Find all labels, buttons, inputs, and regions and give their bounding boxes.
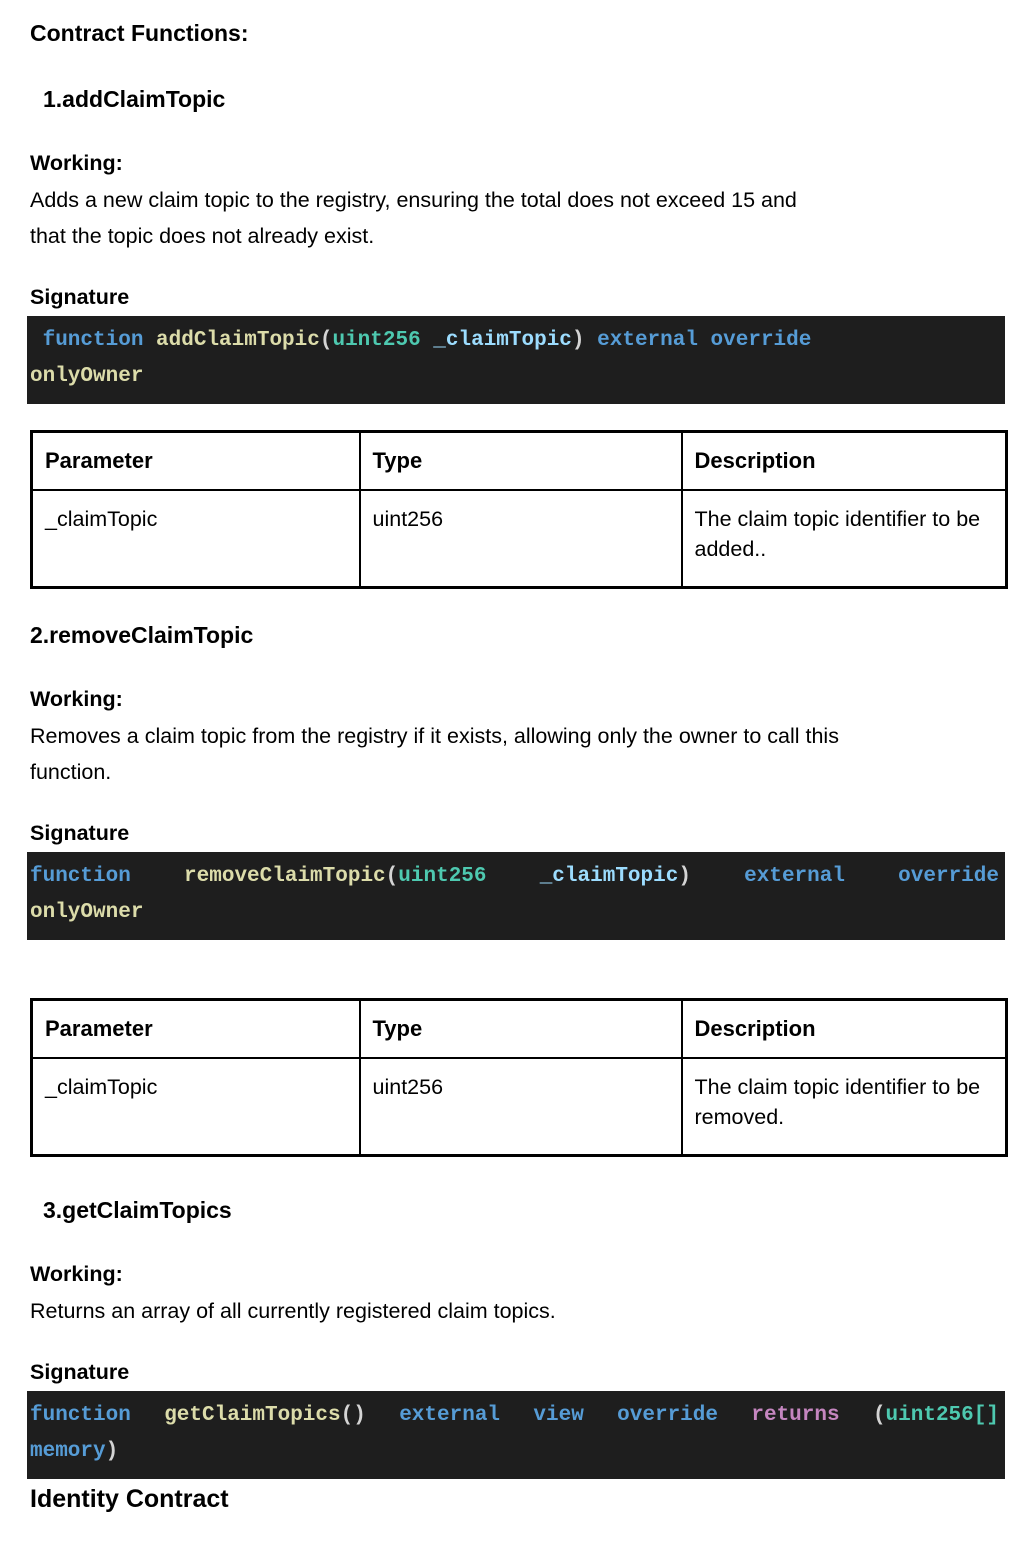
working-text: [30, 718, 1005, 790]
code-token-returns-keyword: returns: [751, 1404, 840, 1427]
function-heading-addClaimTopic: 1.addClaimTopic: [43, 86, 226, 112]
table-header-type: Type: [360, 432, 682, 491]
section-remove-claim-topic: [30, 622, 1005, 1157]
code-token-punctuation: (: [385, 865, 399, 888]
code-token-keyword: function: [30, 329, 157, 352]
code-token-keyword: external: [399, 1404, 501, 1427]
code-token-group: [30, 1398, 131, 1434]
code-line: [30, 1398, 999, 1434]
code-token-group: [540, 859, 691, 895]
code-token-group: [617, 1398, 718, 1434]
working-text-line: function.: [30, 760, 112, 784]
code-block-addClaimTopic: [27, 316, 1005, 404]
code-token-group: [751, 1398, 839, 1434]
table-header-description: Description: [682, 1000, 1007, 1059]
working-text-line: Returns an array of all currently registered claim topics.: [30, 1299, 556, 1323]
code-line: [30, 359, 999, 395]
identity-contract-heading: Identity Contract: [30, 1485, 229, 1513]
parameter-table: [30, 430, 1008, 589]
table-cell-type: uint256: [360, 1058, 682, 1156]
table-cell-parameter: _claimTopic: [32, 1058, 360, 1156]
code-token-keyword: external override: [584, 329, 812, 352]
document-page: [0, 20, 1032, 1553]
working-text-line: Adds a new claim topic to the registry, ensuring the total does not exceed 15 and: [30, 188, 797, 212]
working-text: [30, 182, 1005, 254]
code-block-removeClaimTopic: [27, 852, 1005, 940]
section-add-claim-topic: [30, 86, 1005, 589]
code-token-group: [533, 1398, 583, 1434]
code-token-punctuation: ): [105, 1440, 119, 1463]
table-header-parameter: Parameter: [32, 432, 360, 491]
code-token-type: uint256[]: [885, 1404, 999, 1427]
code-token-group: [898, 859, 999, 895]
section-get-claim-topics: [30, 1197, 1005, 1479]
table-header-parameter: Parameter: [32, 1000, 360, 1059]
code-token-keyword: view: [533, 1404, 584, 1427]
code-token-parameter: _claimTopic: [420, 329, 572, 352]
table-row: [32, 1058, 1007, 1156]
signature-label: Signature: [30, 1360, 130, 1384]
working-label: Working:: [30, 687, 123, 711]
working-text-line: that the topic does not already exist.: [30, 224, 375, 248]
code-token-keyword: override: [617, 1404, 718, 1427]
function-heading-removeClaimTopic: 2.removeClaimTopic: [30, 622, 254, 648]
code-token-group: [30, 859, 131, 895]
code-line: [30, 859, 999, 895]
code-token-group: [744, 859, 845, 895]
signature-label: Signature: [30, 285, 130, 309]
code-line: [30, 323, 999, 359]
code-token-punctuation: ): [571, 329, 585, 352]
table-header-description: Description: [682, 432, 1007, 491]
page-title: Contract Functions:: [30, 20, 249, 46]
table-header-type: Type: [360, 1000, 682, 1059]
code-token-function-name: getClaimTopics: [164, 1404, 341, 1427]
code-block-getClaimTopics: [27, 1391, 1005, 1479]
table-header-row: [32, 1000, 1007, 1059]
table-cell-parameter: _claimTopic: [32, 490, 360, 588]
code-token-keyword: memory: [30, 1440, 106, 1463]
code-token-punctuation: ): [678, 865, 691, 888]
table-header-row: [32, 432, 1007, 491]
code-token-type: uint256: [332, 329, 421, 352]
code-token-modifier-name: onlyOwner: [30, 901, 144, 924]
code-token-keyword: function: [30, 1404, 131, 1427]
code-token-keyword: override: [898, 865, 999, 888]
code-line: [30, 1434, 999, 1470]
code-line: [30, 895, 999, 931]
function-heading-getClaimTopics: 3.getClaimTopics: [43, 1197, 232, 1223]
code-token-modifier-name: onlyOwner: [30, 365, 144, 388]
code-token-keyword: external: [744, 865, 845, 888]
code-token-punctuation: (: [872, 1404, 886, 1427]
code-token-punctuation: (: [319, 329, 333, 352]
code-token-punctuation: (): [340, 1404, 366, 1427]
signature-label: Signature: [30, 821, 130, 845]
code-token-group: [184, 859, 486, 895]
working-text: [30, 1293, 1005, 1329]
working-label: Working:: [30, 151, 123, 175]
code-token-group: [164, 1398, 366, 1434]
working-text-line: Removes a claim topic from the registry if it exists, allowing only the owner to call this: [30, 724, 839, 748]
code-token-keyword: function: [30, 865, 131, 888]
table-cell-description: The claim topic identifier to be added..: [682, 490, 1007, 588]
table-row: [32, 490, 1007, 588]
code-token-parameter: _claimTopic: [539, 865, 679, 888]
working-label: Working:: [30, 1262, 123, 1286]
table-cell-description: The claim topic identifier to be removed.: [682, 1058, 1007, 1156]
parameter-table: [30, 998, 1008, 1157]
table-cell-type: uint256: [360, 490, 682, 588]
code-token-group: [873, 1398, 999, 1434]
code-token-type: uint256: [398, 865, 487, 888]
code-token-function-name: removeClaimTopic: [184, 865, 386, 888]
code-token-function-name: addClaimTopic: [156, 329, 320, 352]
code-token-group: [399, 1398, 500, 1434]
